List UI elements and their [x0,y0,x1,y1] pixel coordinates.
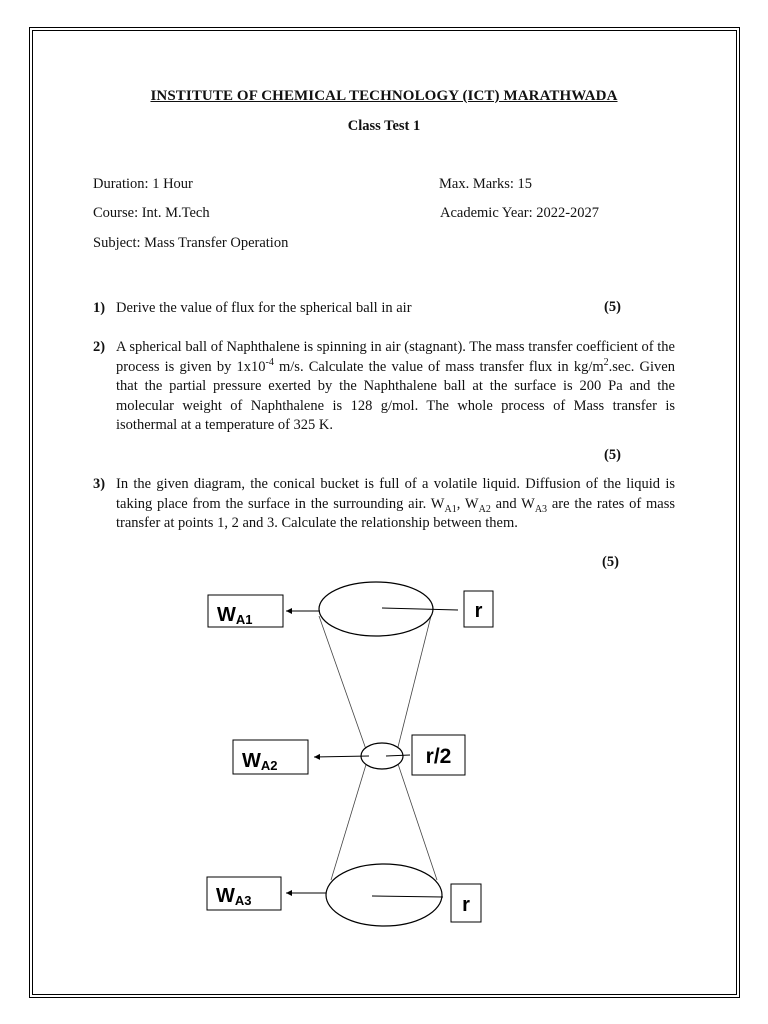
question-2-text: A spherical ball of Naphthalene is spinning in air (stagnant). The mass transfer coefficient of the process is given by $1x10^{-4}$ m/s. Calculate the value of mass transfer flux in $kg/m^2.\sec$. Given that the partial pressure exerted by the Naphthalene ball at the surface is 200 Pa and the molecular weight of Naphthalene is 128 g/mol. The whole process of Mass transfer is isothermal at a temperature of 325 K. [116,339,675,433]
question-3-text: In the given diagram, the conical bucket is full of a volatile liquid. Diffusion of the liquid is taking place from the surface in the surrounding air. $W_{A1}$, $W_{A2}$ and $W_{A3}$ are the rates of mass transfer at points 1, 2 and 3. Calculate the relationship between them. [116,476,675,531]
cone-line-lower-right [396,758,437,880]
question-1-text: Derive the value of flux for the spherical ball in air [116,300,412,316]
duration: Duration: 1 Hour [93,176,193,192]
question-1-number: 1) [93,300,106,316]
label-wa2: WA2 [242,750,278,773]
cone-line-lower-left [331,758,368,880]
question-2-marks: (5) [604,447,621,463]
label-wa1: WA1 [217,604,253,627]
cone-line-upper-left [319,616,368,755]
label-r-half: r/2 [425,745,452,768]
question-1-marks: (5) [604,299,621,315]
max-marks: Max. Marks: 15 [439,176,533,192]
bottom-surface-ellipse [326,864,442,926]
subject: Subject: Mass Transfer Operation [93,235,289,251]
institute-title: INSTITUTE OF CHEMICAL TECHNOLOGY (ICT) MARATHWADA [150,88,618,104]
question-3-number: 3) [93,476,106,492]
test-title: Class Test 1 [347,118,421,134]
course: Course: Int. M.Tech [93,205,210,221]
label-r-top: r [474,600,483,622]
academic-year: Academic Year: 2022-2027 [440,205,600,221]
cone-line-upper-right [396,616,431,755]
question-3-marks: (5) [602,554,619,570]
label-wa3: WA3 [216,885,252,908]
question-2-number: 2) [93,339,106,355]
label-r-bottom: r [462,894,470,916]
